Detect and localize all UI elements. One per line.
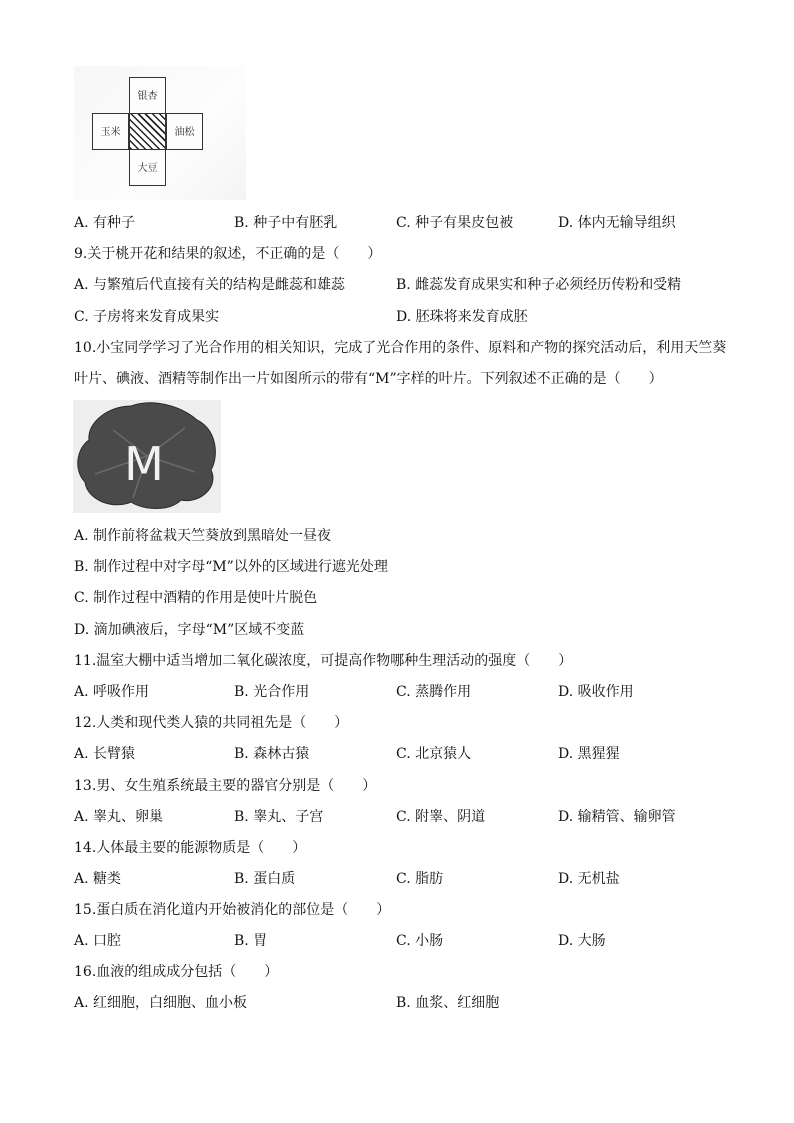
q14-stem: 14.人体最主要的能源物质是（ ）	[74, 840, 307, 856]
q16-stem: 16.血液的组成成分包括（ ）	[74, 964, 279, 980]
q16-option-a[interactable]: A. 红细胞，白细胞、血小板	[74, 995, 248, 1011]
q15-option-a[interactable]: A. 口腔	[74, 933, 122, 949]
q10-option-a[interactable]: A. 制作前将盆栽天竺葵放到黑暗处一昼夜	[74, 528, 332, 544]
q13-option-a[interactable]: A. 睾丸、卵巢	[74, 809, 164, 825]
q9-option-d[interactable]: D. 胚珠将来发育成胚	[396, 309, 528, 325]
q11-option-c[interactable]: C. 蒸腾作用	[396, 684, 472, 700]
q8-options	[74, 214, 714, 232]
q11-option-d[interactable]: D. 吸收作用	[558, 684, 634, 700]
q9-stem: 9.关于桃开花和结果的叙述，不正确的是（ ）	[74, 246, 382, 262]
q8-option-d[interactable]: D. 体内无输导组织	[558, 215, 676, 231]
q9-option-b[interactable]: B. 雌蕊发育成果实和种子必须经历传粉和受精	[396, 277, 682, 293]
q12-option-d[interactable]: D. 黑猩猩	[558, 746, 620, 762]
q10-option-c[interactable]: C. 制作过程中酒精的作用是使叶片脱色	[74, 590, 318, 606]
q10-option-b[interactable]: B. 制作过程中对字母“M”以外的区域进行遮光处理	[74, 559, 388, 575]
q15-stem: 15.蛋白质在消化道内开始被消化的部位是（ ）	[74, 902, 391, 918]
q15-option-b[interactable]: B. 胃	[234, 933, 268, 949]
q9-option-a[interactable]: A. 与繁殖后代直接有关的结构是雌蕊和雄蕊	[74, 277, 346, 293]
figure-cell-left: 玉米	[92, 113, 129, 150]
q11-options	[74, 683, 714, 701]
q9-options-row1	[74, 276, 714, 294]
q13-stem: 13.男、女生殖系统最主要的器官分别是（ ）	[74, 778, 377, 794]
q10-option-d[interactable]: D. 滴加碘液后，字母“M”区域不变蓝	[74, 622, 305, 638]
q13-options	[74, 808, 714, 826]
q12-option-b[interactable]: B. 森林古猿	[234, 746, 310, 762]
figure-cell-center-hatched	[129, 113, 166, 150]
q12-options	[74, 745, 714, 763]
q11-stem: 11.温室大棚中适当增加二氧化碳浓度，可提高作物哪种生理活动的强度（ ）	[74, 653, 573, 669]
q14-option-c[interactable]: C. 脂肪	[396, 871, 444, 887]
q12-option-c[interactable]: C. 北京猿人	[396, 746, 472, 762]
q12-stem: 12.人类和现代类人猿的共同祖先是（ ）	[74, 715, 349, 731]
leaf-image	[73, 400, 221, 513]
q8-option-c[interactable]: C. 种子有果皮包被	[396, 215, 514, 231]
q13-option-c[interactable]: C. 附睾、阴道	[396, 809, 486, 825]
q14-option-b[interactable]: B. 蛋白质	[234, 871, 296, 887]
q12-option-a[interactable]: A. 长臂猿	[74, 746, 136, 762]
q11-option-a[interactable]: A. 呼吸作用	[74, 684, 150, 700]
q14-options	[74, 870, 714, 888]
plant-classification-figure	[74, 66, 246, 200]
q16-option-b[interactable]: B. 血浆、红细胞	[396, 995, 500, 1011]
q15-option-d[interactable]: D. 大肠	[558, 933, 606, 949]
q9-options-row2	[74, 308, 714, 326]
figure-cell-top: 银杏	[129, 77, 166, 114]
leaf-letter: M	[124, 437, 164, 491]
q14-option-a[interactable]: A. 糖类	[74, 871, 122, 887]
q14-option-d[interactable]: D. 无机盐	[558, 871, 620, 887]
q15-option-c[interactable]: C. 小肠	[396, 933, 444, 949]
q8-option-a[interactable]: A. 有种子	[74, 215, 136, 231]
q13-option-d[interactable]: D. 输精管、输卵管	[558, 809, 676, 825]
q8-option-b[interactable]: B. 种子中有胚乳	[234, 215, 338, 231]
leaf-m-figure	[73, 400, 221, 513]
q10-stem-line1: 10.小宝同学学习了光合作用的相关知识，完成了光合作用的条件、原料和产物的探究活动后，利用天竺葵	[74, 340, 727, 356]
figure-cell-right: 油松	[166, 113, 203, 150]
q15-options	[74, 932, 714, 950]
figure-cell-bottom: 大豆	[129, 149, 166, 186]
q10-stem-line2: 叶片、碘液、酒精等制作出一片如图所示的带有“M”字样的叶片。下列叙述不正确的是（ ）	[74, 371, 663, 387]
q9-option-c[interactable]: C. 子房将来发育成果实	[74, 309, 220, 325]
q11-option-b[interactable]: B. 光合作用	[234, 684, 310, 700]
q16-options	[74, 994, 714, 1012]
q13-option-b[interactable]: B. 睾丸、子宫	[234, 809, 324, 825]
